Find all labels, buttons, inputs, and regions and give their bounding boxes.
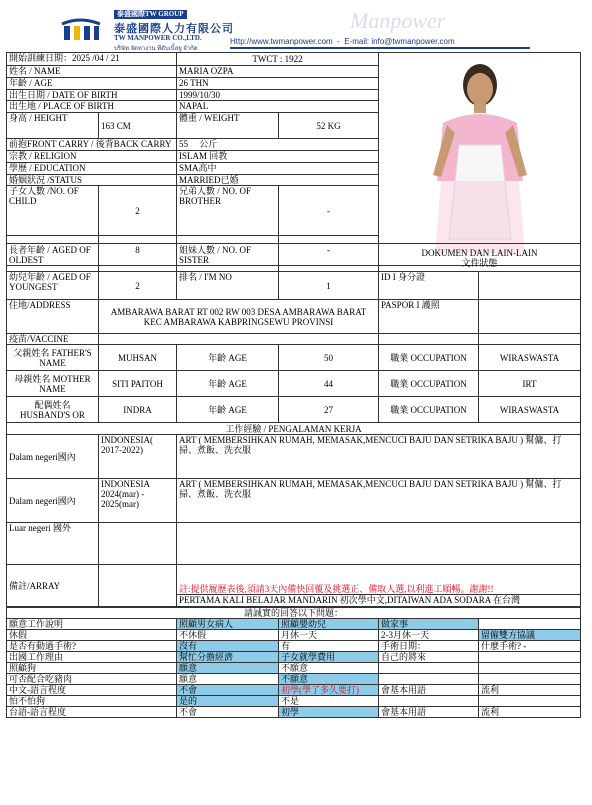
qa-option <box>479 619 581 630</box>
mother-label: 母親姓名 MOTHER NAME <box>7 371 99 397</box>
qa-option: 月休一天 <box>279 630 379 641</box>
biodata-form-2 <box>6 243 580 718</box>
children-label: 子女人數 /NO. OF CHILD <box>7 186 99 235</box>
qa-title: 請誠實的回答以下問題： <box>7 608 581 619</box>
qa-option: 流利 <box>479 685 581 696</box>
biodata-table <box>6 52 581 266</box>
oldest-label: 長者年齡 / AGED OF OLDEST <box>7 235 99 265</box>
qa-option: 不願意 <box>279 663 379 674</box>
company-logo-icon <box>60 16 102 42</box>
birthplace-value: NAPAL <box>177 101 379 113</box>
mother-age: 44 <box>279 371 379 397</box>
id-doc: ID I 身分證 <box>379 272 479 300</box>
qa-option: 什麼手術? - <box>479 641 581 652</box>
passport-doc-value <box>479 300 581 334</box>
qa-option <box>479 696 581 707</box>
carry-label: 前抱FRONT CARRY / 後背BACK CARRY <box>7 139 177 151</box>
qa-option <box>379 663 479 674</box>
qa-option: 願意 <box>177 663 279 674</box>
twct-code: TWCT : 1922 <box>177 53 379 66</box>
documents-title <box>379 244 581 272</box>
qa-option: 留僱雙方協議 <box>479 630 581 641</box>
qa-option: 不願意 <box>279 674 379 685</box>
qa-question: 台語-語言程度 <box>7 707 177 718</box>
company-name-en: TW MANPOWER CO.,LTD. <box>114 34 202 42</box>
work-2-place: INDONESIA 2024(mar) - 2025(mar) <box>99 479 177 523</box>
rank-value: 1 <box>279 272 379 300</box>
qa-row <box>7 652 581 663</box>
oldest-value: 8 <box>99 235 177 265</box>
status-label: 婚姻狀況 /STATUS <box>7 174 177 186</box>
mother-name: SITI PAITOH <box>99 371 177 397</box>
spouse-age-label: 年齡 AGE <box>177 397 279 423</box>
header-rule <box>230 47 530 49</box>
qa-option <box>479 663 581 674</box>
qa-question: 可否配合吃豬肉 <box>7 674 177 685</box>
mother-age-label: 年齡 AGE <box>177 371 279 397</box>
carry-cell <box>177 139 379 151</box>
qa-option: 手術日期： <box>379 641 479 652</box>
work-2-label: Dalam negeri國內 <box>7 479 99 523</box>
remark-empty <box>99 565 177 607</box>
qa-option <box>479 652 581 663</box>
remark-warning: 註:提供履歷表後,須請3天內備快回覆及挑選正、備取人選,以利進工順暢。謝謝!! <box>177 565 581 595</box>
qa-row <box>7 641 581 652</box>
empty-cell <box>99 244 177 272</box>
youngest-label: 幼兒年齡 / AGED OF YOUNGEST <box>7 272 99 300</box>
qa-option: 不休假 <box>177 630 279 641</box>
youngest-value: 2 <box>99 272 177 300</box>
company-name-cn: 泰盛國際人力有限公司 <box>114 23 234 35</box>
qa-option <box>379 696 479 707</box>
website-link[interactable]: Http://www.twmanpower.com <box>230 37 333 46</box>
work-3-place <box>99 523 177 565</box>
dob-value: 1999/10/30 <box>177 89 379 101</box>
qa-option: 流利 <box>479 707 581 718</box>
father-age-label: 年齡 AGE <box>177 345 279 371</box>
education-label: 學歷 / EDUCATION <box>7 162 177 174</box>
qa-body <box>7 619 581 718</box>
qa-option: 願意 <box>177 674 279 685</box>
qa-question: 願意工作說明 <box>7 619 177 630</box>
spouse-age: 27 <box>279 397 379 423</box>
qa-table <box>6 607 581 718</box>
address-value: AMBARAWA BARAT RT 002 RW 003 DESA AMBARAWA BARAT KEC AMBARAWA KABPRINGSEWU PROVINSI <box>99 300 379 334</box>
qa-option: 不會 <box>177 707 279 718</box>
mother-occ-label: 職業 OCCUPATION <box>379 371 479 397</box>
person-photo-icon <box>405 53 555 263</box>
empty-cell <box>379 334 479 345</box>
father-occ-label: 職業 OCCUPATION <box>379 345 479 371</box>
remark-label: 備註/ARRAY <box>7 565 99 607</box>
qa-option: 子女就學費用 <box>279 652 379 663</box>
qa-option: 會基本用語 <box>379 707 479 718</box>
documents-title-id: DOKUMEN DAN LAIN-LAIN <box>421 247 538 258</box>
spouse-occ: WIRASWASTA <box>479 397 581 423</box>
carry-unit: 公斤 <box>199 139 218 150</box>
spouse-name: INDRA <box>99 397 177 423</box>
qa-question: 中文-語言程度 <box>7 685 177 696</box>
qa-option: 沒有 <box>177 641 279 652</box>
qa-option: 2-3月休一天 <box>379 630 479 641</box>
contact-line: Http://www.twmanpower.com - E-mail: info@twmanpower.com <box>230 37 455 46</box>
father-occ: WIRASWASTA <box>479 345 581 371</box>
qa-question: 照顧狗 <box>7 663 177 674</box>
carry-value: 55 <box>179 139 189 150</box>
start-date: 開始訓練日期：2025 /04 / 21 <box>7 53 177 66</box>
qa-option <box>479 674 581 685</box>
vaccine-label: 疫苗/VACCINE <box>7 334 99 345</box>
qa-option: 照顧嬰幼兒 <box>279 619 379 630</box>
group-label: 泰盛國際TW GROUP <box>114 10 187 19</box>
work-1-desc: ART ( MEMBERSIHKAN RUMAH, MEMASAK,MENCUCI BAJU DAN SETRIKA BAJU ) 幫傭、打掃、煮飯、洗衣服 <box>177 435 581 479</box>
qa-option: 照顧男女病人 <box>177 619 279 630</box>
qa-question: 是否有動過手術? <box>7 641 177 652</box>
qa-question: 休假 <box>7 630 177 641</box>
age-value: 26 THN <box>177 77 379 89</box>
dob-label: 出生日期 / DATE OF BIRTH <box>7 89 177 101</box>
status-value: MARRIED已婚 <box>177 174 379 186</box>
brother-label: 兄弟人數 / NO. OF BROTHER <box>177 186 279 235</box>
work-1-label: Dalam negeri國內 <box>7 435 99 479</box>
empty-cell <box>279 244 379 272</box>
qa-option: 幫忙分擔經濟 <box>177 652 279 663</box>
candidate-photo <box>379 53 581 266</box>
qa-option: 是的 <box>177 696 279 707</box>
company-name-th: บริษัท จัดหางาน ทีดับเบิ้ลยู จำกัด <box>114 46 198 52</box>
sister-label: 姐妹人數 / NO. OF SISTER <box>177 235 279 265</box>
qa-question: 怕不怕狗 <box>7 696 177 707</box>
sister-value: - <box>279 235 379 265</box>
brother-value: - <box>279 186 379 235</box>
qa-option <box>379 674 479 685</box>
name-value: MARIA OZPA <box>177 65 379 77</box>
documents-title-cn: 文件狀態 <box>461 257 498 268</box>
work-3-label: Luar negeri 國外 <box>7 523 99 565</box>
children-value: 2 <box>99 186 177 235</box>
qa-row <box>7 707 581 718</box>
remark-note: PERTAMA KALI BELAJAR MANDARIN 初次學中文,DITAIWAN ADA SODARA 在台灣 <box>177 595 581 607</box>
qa-row <box>7 696 581 707</box>
mother-occ: IRT <box>479 371 581 397</box>
work-1-place: INDONESIA( 2017-2022) <box>99 435 177 479</box>
qa-option: 初學 <box>279 707 379 718</box>
work-3-desc <box>177 523 581 565</box>
height-value: 163 CM <box>99 113 177 139</box>
empty-cell <box>479 334 581 345</box>
qa-row <box>7 685 581 696</box>
spouse-label: 配偶姓名 HUSBAND'S OR <box>7 397 99 423</box>
empty-cell <box>177 244 279 272</box>
biodata-form <box>6 52 580 266</box>
id-doc-value <box>479 272 581 300</box>
father-age: 50 <box>279 345 379 371</box>
qa-option: 不會 <box>177 685 279 696</box>
father-label: 父親姓名 FATHER'S NAME <box>7 345 99 371</box>
work-title: 工作經驗 / PENGALAMAN KERJA <box>7 423 581 435</box>
religion-label: 宗教 / RELIGION <box>7 150 177 162</box>
age-label: 年齡 / AGE <box>7 77 177 89</box>
qa-row <box>7 663 581 674</box>
spouse-occ-label: 職業 OCCUPATION <box>379 397 479 423</box>
letterhead <box>0 0 592 52</box>
religion-value: ISLAM 回教 <box>177 150 379 162</box>
email-link[interactable]: E-mail: info@twmanpower.com <box>344 37 455 46</box>
father-name: MUHSAN <box>99 345 177 371</box>
passport-doc: PASPOR I 護照 <box>379 300 479 334</box>
address-label: 住地/ADDRESS <box>7 300 99 334</box>
weight-value: 52 KG <box>279 113 379 139</box>
qa-row <box>7 630 581 641</box>
rank-label: 排名 / I'M NO <box>177 272 279 300</box>
qa-row <box>7 674 581 685</box>
qa-question: 出國工作理由 <box>7 652 177 663</box>
height-label: 身高 / HEIGHT <box>7 113 99 139</box>
children-label-2 <box>7 244 99 272</box>
qa-option: 做家事 <box>379 619 479 630</box>
name-label: 姓名 / NAME <box>7 65 177 77</box>
qa-option: 有 <box>279 641 379 652</box>
qa-option: 會基本用語 <box>379 685 479 696</box>
qa-row <box>7 619 581 630</box>
qa-option: 初學(學了多久要打) <box>279 685 379 696</box>
birthplace-label: 出生地 / PLACE OF BIRTH <box>7 101 177 113</box>
vaccine-value <box>99 334 379 345</box>
qa-option: 不是 <box>279 696 379 707</box>
work-2-desc: ART ( MEMBERSIHKAN RUMAH, MEMASAK,MENCUCI BAJU DAN SETRIKA BAJU ) 幫傭、打掃、煮飯、洗衣服 <box>177 479 581 523</box>
weight-label: 體重 / WEIGHT <box>177 113 279 139</box>
watermark: Manpower <box>350 8 446 33</box>
education-value: SMA高中 <box>177 162 379 174</box>
biodata-table-2 <box>6 243 581 607</box>
qa-option: 自己的將來 <box>379 652 479 663</box>
